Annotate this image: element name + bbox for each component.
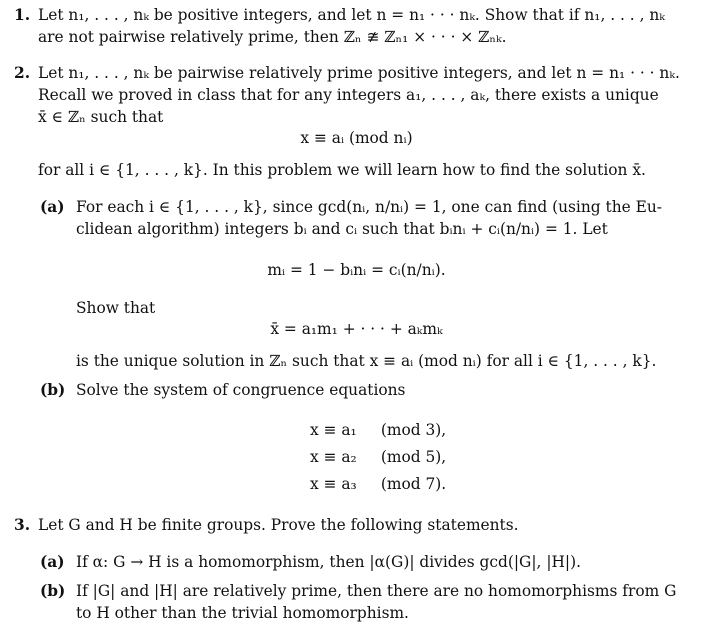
problem-3-line-1: Let G and H be finite groups. Prove the following statements. [38,516,519,534]
problem-1-line-1: Let n₁, . . . , nₖ be positive integers, and let n = n₁ · · · nₖ. Show that if n₁, . . . , nₖ [38,6,665,24]
problem-2a-line-2: clidean algorithm) integers bᵢ and cᵢ such that bᵢnᵢ + cᵢ(n/nᵢ) = 1. Let [76,220,608,238]
congruence-row-2 [310,446,446,468]
problem-3b-line-2: to H other than the trivial homomorphism. [76,604,409,622]
congruence-rhs: (mod 3), [380,421,447,439]
problem-2a-label: (a) [40,198,65,216]
problem-3b-line-1: If |G| and |H| are relatively prime, then there are no homomorphisms from G [76,582,677,600]
problem-2-line-2: Recall we proved in class that for any integers a₁, . . . , aₖ, there exists a unique [38,86,659,104]
congruence-lhs: x ≡ a₃ [310,475,357,493]
problem-2-line-1: Let n₁, . . . , nₖ be pairwise relatively prime positive integers, and let n = n₁ · · · nₖ. [38,64,680,82]
congruence-lhs: x ≡ a₂ [310,448,357,466]
problem-3b-label: (b) [40,582,66,600]
problem-2-line-4: for all i ∈ {1, . . . , k}. In this problem we will learn how to find the solution x̄. [38,161,646,179]
problem-3-number: 3. [14,516,31,534]
problem-1-line-2: are not pairwise relatively prime, then ℤₙ ≇ ℤₙ₁ × · · · × ℤₙₖ. [38,28,507,46]
problem-2b-label: (b) [40,381,66,399]
problem-3a-line-1: If α: G → H is a homomorphism, then |α(G)| divides gcd(|G|, |H|). [76,553,582,571]
congruence-rhs: (mod 7). [380,475,447,493]
problem-2a-show-that: Show that [76,299,156,317]
problem-2a-equation-2: x̄ = a₁m₁ + · · · + aₖmₖ [270,320,443,338]
congruence-lhs: x ≡ a₁ [310,421,357,439]
problem-2b-line-1: Solve the system of congruence equations [76,381,406,399]
congruence-rhs: (mod 5), [380,448,447,466]
problem-2-line-3: x̄ ∈ ℤₙ such that [38,108,164,126]
problem-2a-line-1: For each i ∈ {1, . . . , k}, since gcd(nᵢ, n/nᵢ) = 1, one can find (using the Eu- [76,198,662,216]
problem-3a-label: (a) [40,553,65,571]
problem-2a-equation: mᵢ = 1 − bᵢnᵢ = cᵢ(n/nᵢ). [267,261,446,279]
problem-2-number: 2. [14,64,31,82]
congruence-row-3 [310,473,446,495]
problem-1-number: 1. [14,6,31,24]
problem-2-equation-1: x ≡ aᵢ (mod nᵢ) [300,129,413,147]
problem-2a-line-3: is the unique solution in ℤₙ such that x ≡ aᵢ (mod nᵢ) for all i ∈ {1, . . . , k}. [76,352,657,370]
congruence-row-1 [310,419,446,441]
